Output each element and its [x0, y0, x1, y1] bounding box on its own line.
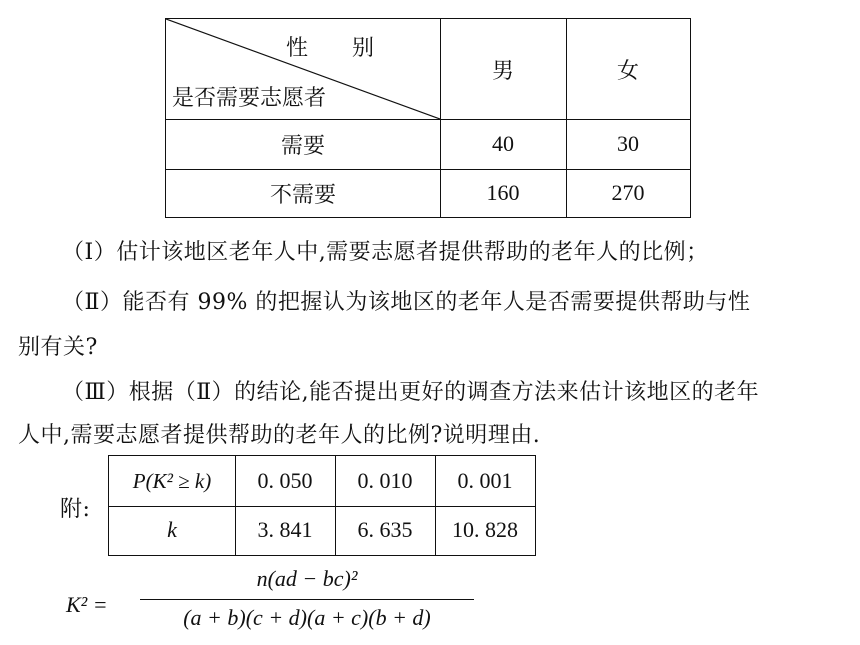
probability-row-label: P(K² ≥ k)	[132, 468, 212, 493]
formula-lhs: K² =	[66, 592, 108, 617]
cell-need-male: 40	[492, 131, 514, 156]
fraction-bar	[140, 599, 474, 600]
contingency-table	[165, 18, 691, 218]
cell-need-female: 30	[617, 131, 639, 156]
question-2-line-1: （Ⅱ）能否有 99% 的把握认为该地区的老年人是否需要提供帮助与性	[62, 290, 751, 315]
header-need-label: 是否需要志愿者	[172, 86, 327, 111]
question-1: （Ⅰ）估计该地区老年人中,需要志愿者提供帮助的老年人的比例；	[62, 240, 709, 265]
cell-not-need-female: 270	[611, 180, 645, 205]
cell-not-need-male: 160	[486, 180, 520, 205]
k-value-cell: 6. 635	[357, 517, 413, 542]
p-value-cell: 0. 010	[357, 468, 413, 493]
k-value-cell: 3. 841	[257, 517, 313, 542]
header-gender-label: 性 别	[286, 36, 375, 61]
k-value-cell: 10. 828	[452, 517, 518, 542]
p-value-cell: 0. 050	[257, 468, 313, 493]
formula-numerator: n(ad − bc)²	[256, 566, 358, 591]
question-3-line-1: （Ⅲ）根据（Ⅱ）的结论,能否提出更好的调查方法来估计该地区的老年	[62, 380, 760, 405]
column-header-female: 女	[616, 58, 639, 84]
p-value-cell: 0. 001	[457, 468, 513, 493]
critical-value-table	[108, 455, 536, 556]
formula-denominator: (a + b)(c + d)(a + c)(b + d)	[183, 605, 431, 630]
column-header-male: 男	[491, 58, 514, 84]
question-3-line-2: 人中,需要志愿者提供帮助的老年人的比例?说明理由.	[18, 423, 541, 448]
row-label-not-need: 不需要	[269, 182, 336, 208]
appendix-label: 附:	[60, 497, 91, 522]
question-2-line-2: 别有关?	[18, 335, 98, 360]
row-label-need: 需要	[280, 133, 325, 159]
k-row-label: k	[167, 517, 177, 542]
